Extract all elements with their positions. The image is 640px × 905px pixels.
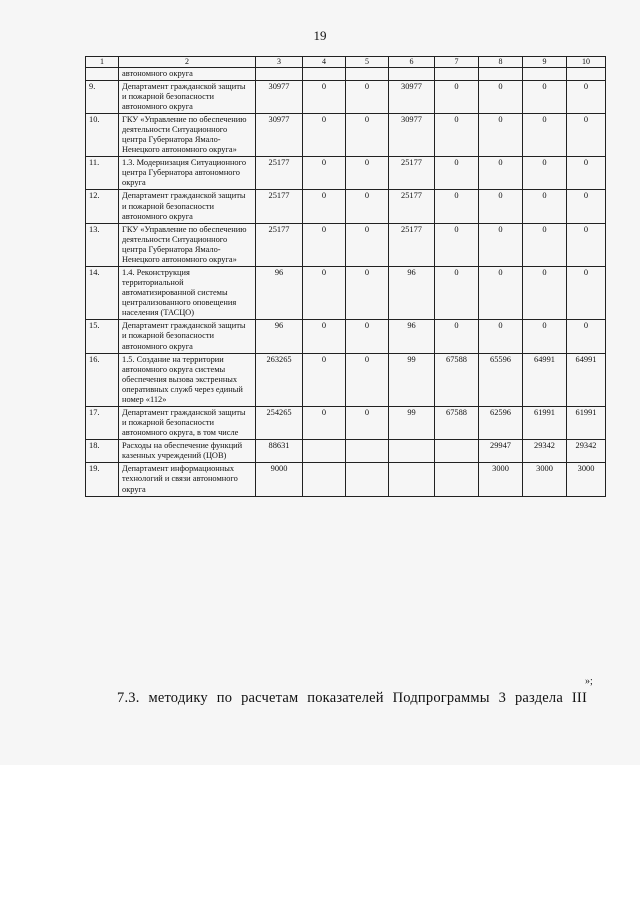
value-cell: 0: [479, 190, 523, 223]
value-cell: 0: [303, 267, 346, 320]
row-name-cell: Департамент информационных технологий и связи автономного округа: [119, 463, 256, 496]
value-cell: [346, 67, 389, 80]
value-cell: 0: [523, 223, 567, 266]
value-cell: 0: [435, 223, 479, 266]
value-cell: 30977: [389, 80, 435, 113]
row-number-cell: 12.: [86, 190, 119, 223]
row-name-cell: 1.5. Создание на территории автономного округа системы обеспечения вызова экстренных оперативных служб через единый номер «112»: [119, 353, 256, 406]
value-cell: 0: [523, 320, 567, 353]
value-cell: [256, 67, 303, 80]
value-cell: [303, 67, 346, 80]
value-cell: 0: [303, 190, 346, 223]
value-cell: 30977: [389, 113, 435, 156]
value-cell: 25177: [389, 190, 435, 223]
row-number-cell: 11.: [86, 157, 119, 190]
row-number-cell: 18.: [86, 440, 119, 463]
value-cell: 62596: [479, 407, 523, 440]
value-cell: 0: [567, 320, 606, 353]
table-row: [86, 320, 606, 353]
row-number-cell: 17.: [86, 407, 119, 440]
value-cell: 61991: [523, 407, 567, 440]
header-cell: 6: [389, 57, 435, 68]
header-cell: 8: [479, 57, 523, 68]
value-cell: 0: [523, 80, 567, 113]
value-cell: 96: [256, 267, 303, 320]
row-name-cell: 1.4. Реконструкция территориальной автоматизированной системы централизованного оповещения населения (ТАСЦО): [119, 267, 256, 320]
value-cell: 0: [479, 157, 523, 190]
row-number-cell: [86, 67, 119, 80]
value-cell: [479, 67, 523, 80]
value-cell: 0: [523, 113, 567, 156]
table-row: [86, 267, 606, 320]
value-cell: 0: [523, 267, 567, 320]
table-row: [86, 463, 606, 496]
row-number-cell: 16.: [86, 353, 119, 406]
value-cell: 0: [346, 407, 389, 440]
row-name-cell: 1.3. Модернизация Ситуационного центра Губернатора автономного округа: [119, 157, 256, 190]
row-name-cell: ГКУ «Управление по обеспечению деятельности Ситуационного центра Губернатора Ямало-Ненецкого автономного округа»: [119, 113, 256, 156]
value-cell: 3000: [567, 463, 606, 496]
value-cell: 65596: [479, 353, 523, 406]
header-cell: 4: [303, 57, 346, 68]
value-cell: 61991: [567, 407, 606, 440]
header-cell: 10: [567, 57, 606, 68]
value-cell: 29342: [523, 440, 567, 463]
row-name-cell: Департамент гражданской защиты и пожарной безопасности автономного округа: [119, 190, 256, 223]
page-number: 19: [313, 28, 327, 43]
value-cell: 0: [479, 223, 523, 266]
table-row: [86, 157, 606, 190]
value-cell: 64991: [567, 353, 606, 406]
value-cell: 0: [346, 320, 389, 353]
value-cell: 0: [567, 157, 606, 190]
value-cell: 25177: [389, 223, 435, 266]
row-number-cell: 9.: [86, 80, 119, 113]
header-row: [86, 57, 606, 68]
value-cell: 30977: [256, 80, 303, 113]
table-row: [86, 190, 606, 223]
value-cell: 67588: [435, 353, 479, 406]
value-cell: 30977: [256, 113, 303, 156]
value-cell: 64991: [523, 353, 567, 406]
value-cell: [346, 463, 389, 496]
row-name-cell: Департамент гражданской защиты и пожарной безопасности автономного округа: [119, 320, 256, 353]
value-cell: 25177: [389, 157, 435, 190]
row-name-cell: Расходы на обеспечение функций казенных учреждений (ЦОВ): [119, 440, 256, 463]
value-cell: 0: [523, 157, 567, 190]
value-cell: 0: [567, 113, 606, 156]
value-cell: 0: [435, 80, 479, 113]
value-cell: 0: [346, 113, 389, 156]
value-cell: [567, 67, 606, 80]
value-cell: 0: [303, 353, 346, 406]
value-cell: 96: [389, 320, 435, 353]
value-cell: [435, 440, 479, 463]
value-cell: [303, 463, 346, 496]
value-cell: 0: [435, 157, 479, 190]
row-name-cell: Департамент гражданской защиты и пожарной безопасности автономного округа, в том числе: [119, 407, 256, 440]
table-row: [86, 440, 606, 463]
value-cell: [523, 67, 567, 80]
value-cell: 29947: [479, 440, 523, 463]
value-cell: 0: [567, 190, 606, 223]
table-row: [86, 223, 606, 266]
row-name-cell: Департамент гражданской защиты и пожарной безопасности автономного округа: [119, 80, 256, 113]
value-cell: [435, 463, 479, 496]
table-row: [86, 407, 606, 440]
value-cell: 263265: [256, 353, 303, 406]
value-cell: 0: [479, 320, 523, 353]
header-cell: 5: [346, 57, 389, 68]
budget-table: [85, 56, 606, 497]
value-cell: 88631: [256, 440, 303, 463]
paragraph-text: 7.3. методику по расчетам показателей Подпрограммы 3 раздела III: [117, 690, 587, 706]
value-cell: 3000: [523, 463, 567, 496]
table-row: [86, 113, 606, 156]
value-cell: 0: [435, 190, 479, 223]
value-cell: 0: [303, 320, 346, 353]
value-cell: [389, 440, 435, 463]
value-cell: 9000: [256, 463, 303, 496]
row-name-cell: автономного округа: [119, 67, 256, 80]
row-number-cell: 10.: [86, 113, 119, 156]
value-cell: 25177: [256, 223, 303, 266]
value-cell: [303, 440, 346, 463]
value-cell: 0: [479, 80, 523, 113]
value-cell: 0: [479, 113, 523, 156]
value-cell: 25177: [256, 157, 303, 190]
header-cell: 3: [256, 57, 303, 68]
value-cell: 0: [303, 80, 346, 113]
table-row: [86, 80, 606, 113]
value-cell: 0: [567, 80, 606, 113]
value-cell: 0: [346, 157, 389, 190]
header-cell: 7: [435, 57, 479, 68]
table-row: [86, 353, 606, 406]
value-cell: 0: [479, 267, 523, 320]
closing-mark: »;: [585, 676, 593, 687]
value-cell: 0: [567, 223, 606, 266]
value-cell: 0: [435, 113, 479, 156]
value-cell: 0: [303, 407, 346, 440]
row-number-cell: 15.: [86, 320, 119, 353]
value-cell: 0: [567, 267, 606, 320]
value-cell: 96: [256, 320, 303, 353]
value-cell: 96: [389, 267, 435, 320]
value-cell: 0: [303, 113, 346, 156]
value-cell: 99: [389, 407, 435, 440]
value-cell: [346, 440, 389, 463]
value-cell: 254265: [256, 407, 303, 440]
value-cell: 0: [303, 157, 346, 190]
value-cell: 67588: [435, 407, 479, 440]
row-number-cell: 14.: [86, 267, 119, 320]
value-cell: 0: [346, 190, 389, 223]
value-cell: [435, 67, 479, 80]
value-cell: 0: [346, 80, 389, 113]
value-cell: 0: [435, 267, 479, 320]
value-cell: 99: [389, 353, 435, 406]
value-cell: 3000: [479, 463, 523, 496]
table-row: [86, 67, 606, 80]
header-cell: 9: [523, 57, 567, 68]
value-cell: 25177: [256, 190, 303, 223]
value-cell: 0: [523, 190, 567, 223]
header-cell: 1: [86, 57, 119, 68]
row-name-cell: ГКУ «Управление по обеспечению деятельности Ситуационного центра Губернатора Ямало-Ненецкого автономного округа»: [119, 223, 256, 266]
row-number-cell: 13.: [86, 223, 119, 266]
value-cell: 0: [346, 223, 389, 266]
value-cell: 29342: [567, 440, 606, 463]
value-cell: [389, 67, 435, 80]
value-cell: [389, 463, 435, 496]
value-cell: 0: [346, 267, 389, 320]
row-number-cell: 19.: [86, 463, 119, 496]
header-cell: 2: [119, 57, 256, 68]
value-cell: 0: [303, 223, 346, 266]
value-cell: 0: [346, 353, 389, 406]
value-cell: 0: [435, 320, 479, 353]
